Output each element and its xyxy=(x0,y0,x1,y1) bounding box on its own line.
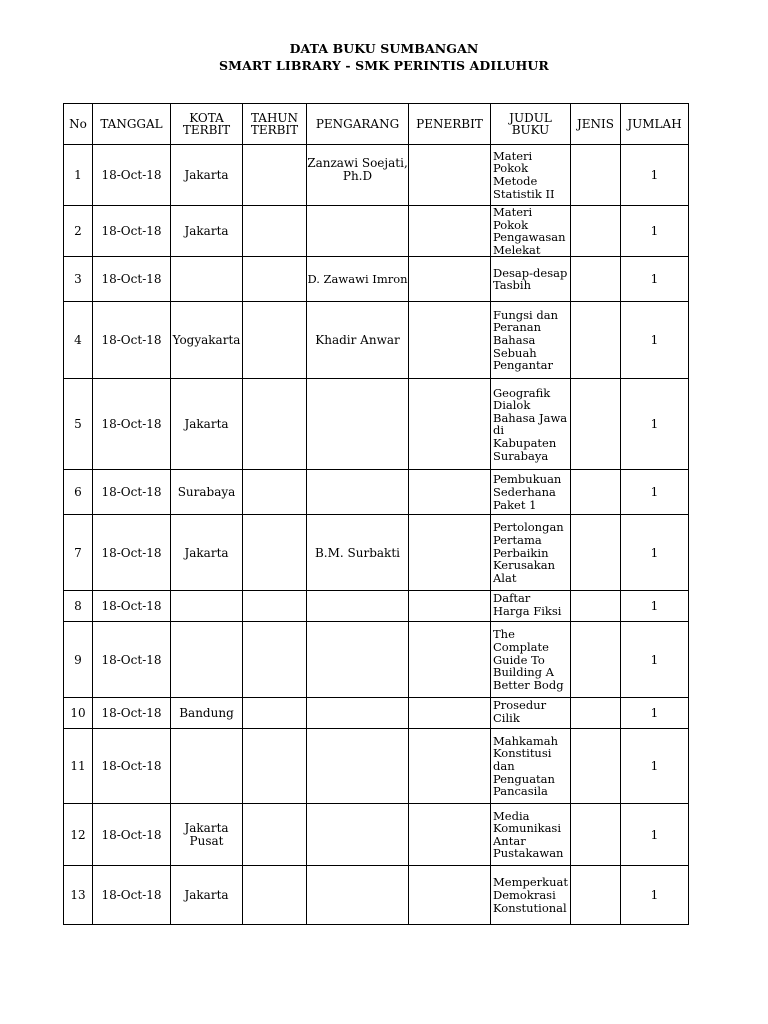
cell-kota-terbit: Bandung xyxy=(171,698,243,729)
cell-pengarang: Zanzawi Soejati, Ph.D xyxy=(307,145,409,206)
cell-kota-terbit xyxy=(171,257,243,302)
cell-tanggal: 18-Oct-18 xyxy=(93,729,171,804)
cell-jenis xyxy=(571,804,621,866)
cell-jumlah: 1 xyxy=(621,470,689,515)
cell-jumlah: 1 xyxy=(621,145,689,206)
cell-penerbit xyxy=(409,257,491,302)
table-row xyxy=(64,515,689,591)
table-row xyxy=(64,804,689,866)
cell-jenis xyxy=(571,257,621,302)
cell-no: 3 xyxy=(64,257,93,302)
cell-tahun-terbit xyxy=(243,729,307,804)
cell-penerbit xyxy=(409,379,491,470)
cell-penerbit xyxy=(409,591,491,622)
header-penerbit: PENERBIT xyxy=(409,104,491,145)
cell-jumlah: 1 xyxy=(621,515,689,591)
table-row xyxy=(64,698,689,729)
header-jumlah: JUMLAH xyxy=(621,104,689,145)
cell-no: 1 xyxy=(64,145,93,206)
cell-no: 10 xyxy=(64,698,93,729)
document-subtitle: SMART LIBRARY - SMK PERINTIS ADILUHUR xyxy=(219,58,549,73)
cell-judul-buku: The Complate Guide To Building A Better Bodg xyxy=(491,622,571,698)
table-row xyxy=(64,866,689,925)
cell-jenis xyxy=(571,515,621,591)
table-row xyxy=(64,379,689,470)
cell-judul-buku: Memperkuat Demokrasi Konstutional xyxy=(491,866,571,925)
cell-jumlah: 1 xyxy=(621,804,689,866)
cell-tanggal: 18-Oct-18 xyxy=(93,698,171,729)
cell-penerbit xyxy=(409,622,491,698)
cell-kota-terbit xyxy=(171,729,243,804)
cell-penerbit xyxy=(409,515,491,591)
table-row xyxy=(64,206,689,257)
cell-no: 4 xyxy=(64,302,93,379)
cell-kota-terbit xyxy=(171,591,243,622)
cell-judul-buku: Pertolongan Pertama Perbaikin Kerusakan Alat xyxy=(491,515,571,591)
cell-jenis xyxy=(571,729,621,804)
cell-kota-terbit: Yogyakarta xyxy=(171,302,243,379)
cell-jumlah: 1 xyxy=(621,206,689,257)
book-donation-table xyxy=(63,103,689,925)
cell-tahun-terbit xyxy=(243,804,307,866)
cell-jumlah: 1 xyxy=(621,622,689,698)
cell-jenis xyxy=(571,379,621,470)
cell-tanggal: 18-Oct-18 xyxy=(93,622,171,698)
cell-jenis xyxy=(571,470,621,515)
cell-pengarang xyxy=(307,591,409,622)
cell-pengarang xyxy=(307,804,409,866)
cell-pengarang xyxy=(307,206,409,257)
table-row xyxy=(64,729,689,804)
cell-jumlah: 1 xyxy=(621,302,689,379)
cell-tahun-terbit xyxy=(243,302,307,379)
cell-no: 7 xyxy=(64,515,93,591)
table-row xyxy=(64,145,689,206)
cell-tahun-terbit xyxy=(243,145,307,206)
cell-jumlah: 1 xyxy=(621,379,689,470)
header-no: No xyxy=(64,104,93,145)
cell-pengarang xyxy=(307,379,409,470)
cell-judul-buku: Desap-desap Tasbih xyxy=(491,257,571,302)
header-jenis: JENIS xyxy=(571,104,621,145)
cell-tahun-terbit xyxy=(243,379,307,470)
cell-judul-buku: Pembukuan Sederhana Paket 1 xyxy=(491,470,571,515)
table-row xyxy=(64,470,689,515)
table-row xyxy=(64,302,689,379)
cell-jumlah: 1 xyxy=(621,591,689,622)
header-kota-terbit: KOTA TERBIT xyxy=(171,104,243,145)
cell-tanggal: 18-Oct-18 xyxy=(93,302,171,379)
cell-judul-buku: Media Komunikasi Antar Pustakawan xyxy=(491,804,571,866)
cell-no: 12 xyxy=(64,804,93,866)
cell-tahun-terbit xyxy=(243,206,307,257)
cell-kota-terbit: Jakarta xyxy=(171,515,243,591)
table-header-row xyxy=(64,104,689,145)
cell-jenis xyxy=(571,591,621,622)
cell-no: 11 xyxy=(64,729,93,804)
cell-tahun-terbit xyxy=(243,622,307,698)
cell-penerbit xyxy=(409,804,491,866)
cell-tanggal: 18-Oct-18 xyxy=(93,866,171,925)
cell-tahun-terbit xyxy=(243,257,307,302)
cell-pengarang xyxy=(307,866,409,925)
cell-tanggal: 18-Oct-18 xyxy=(93,470,171,515)
cell-no: 9 xyxy=(64,622,93,698)
cell-pengarang: D. Zawawi Imron xyxy=(307,257,409,302)
header-pengarang: PENGARANG xyxy=(307,104,409,145)
cell-jenis xyxy=(571,145,621,206)
cell-kota-terbit xyxy=(171,622,243,698)
cell-penerbit xyxy=(409,729,491,804)
cell-tanggal: 18-Oct-18 xyxy=(93,379,171,470)
cell-penerbit xyxy=(409,302,491,379)
document-title: DATA BUKU SUMBANGAN xyxy=(289,41,479,56)
cell-jenis xyxy=(571,622,621,698)
cell-jenis xyxy=(571,698,621,729)
cell-penerbit xyxy=(409,866,491,925)
cell-judul-buku: Geografik Dialok Bahasa Jawa di Kabupaten Surabaya xyxy=(491,379,571,470)
header-tanggal: TANGGAL xyxy=(93,104,171,145)
cell-kota-terbit: Jakarta xyxy=(171,866,243,925)
cell-pengarang xyxy=(307,470,409,515)
cell-jumlah: 1 xyxy=(621,257,689,302)
cell-judul-buku: Mahkamah Konstitusi dan Penguatan Pancasila xyxy=(491,729,571,804)
cell-jumlah: 1 xyxy=(621,729,689,804)
cell-kota-terbit: Jakarta xyxy=(171,379,243,470)
cell-judul-buku: Fungsi dan Peranan Bahasa Sebuah Pengantar xyxy=(491,302,571,379)
cell-tahun-terbit xyxy=(243,515,307,591)
cell-penerbit xyxy=(409,470,491,515)
cell-no: 2 xyxy=(64,206,93,257)
header-judul-buku: JUDUL BUKU xyxy=(491,104,571,145)
cell-no: 5 xyxy=(64,379,93,470)
cell-pengarang xyxy=(307,622,409,698)
cell-tahun-terbit xyxy=(243,470,307,515)
cell-jenis xyxy=(571,866,621,925)
cell-judul-buku: Prosedur Cilik xyxy=(491,698,571,729)
cell-no: 6 xyxy=(64,470,93,515)
cell-no: 13 xyxy=(64,866,93,925)
table-row xyxy=(64,257,689,302)
cell-tanggal: 18-Oct-18 xyxy=(93,515,171,591)
cell-jumlah: 1 xyxy=(621,866,689,925)
header-tahun-terbit: TAHUN TERBIT xyxy=(243,104,307,145)
cell-kota-terbit: Surabaya xyxy=(171,470,243,515)
cell-tanggal: 18-Oct-18 xyxy=(93,804,171,866)
cell-judul-buku: Daftar Harga Fiksi xyxy=(491,591,571,622)
cell-penerbit xyxy=(409,698,491,729)
cell-judul-buku: Materi Pokok Pengawasan Melekat xyxy=(491,206,571,257)
cell-tahun-terbit xyxy=(243,591,307,622)
table-row xyxy=(64,622,689,698)
cell-penerbit xyxy=(409,206,491,257)
cell-judul-buku: Materi Pokok Metode Statistik II xyxy=(491,145,571,206)
cell-tanggal: 18-Oct-18 xyxy=(93,257,171,302)
cell-jenis xyxy=(571,302,621,379)
cell-tanggal: 18-Oct-18 xyxy=(93,145,171,206)
cell-jenis xyxy=(571,206,621,257)
cell-tanggal: 18-Oct-18 xyxy=(93,206,171,257)
cell-kota-terbit: Jakarta xyxy=(171,145,243,206)
cell-kota-terbit: Jakarta xyxy=(171,206,243,257)
cell-jumlah: 1 xyxy=(621,698,689,729)
cell-tanggal: 18-Oct-18 xyxy=(93,591,171,622)
cell-pengarang: B.M. Surbakti xyxy=(307,515,409,591)
cell-penerbit xyxy=(409,145,491,206)
cell-pengarang: Khadir Anwar xyxy=(307,302,409,379)
cell-kota-terbit: Jakarta Pusat xyxy=(171,804,243,866)
cell-tahun-terbit xyxy=(243,866,307,925)
table-row xyxy=(64,591,689,622)
cell-pengarang xyxy=(307,729,409,804)
cell-pengarang xyxy=(307,698,409,729)
cell-tahun-terbit xyxy=(243,698,307,729)
cell-no: 8 xyxy=(64,591,93,622)
